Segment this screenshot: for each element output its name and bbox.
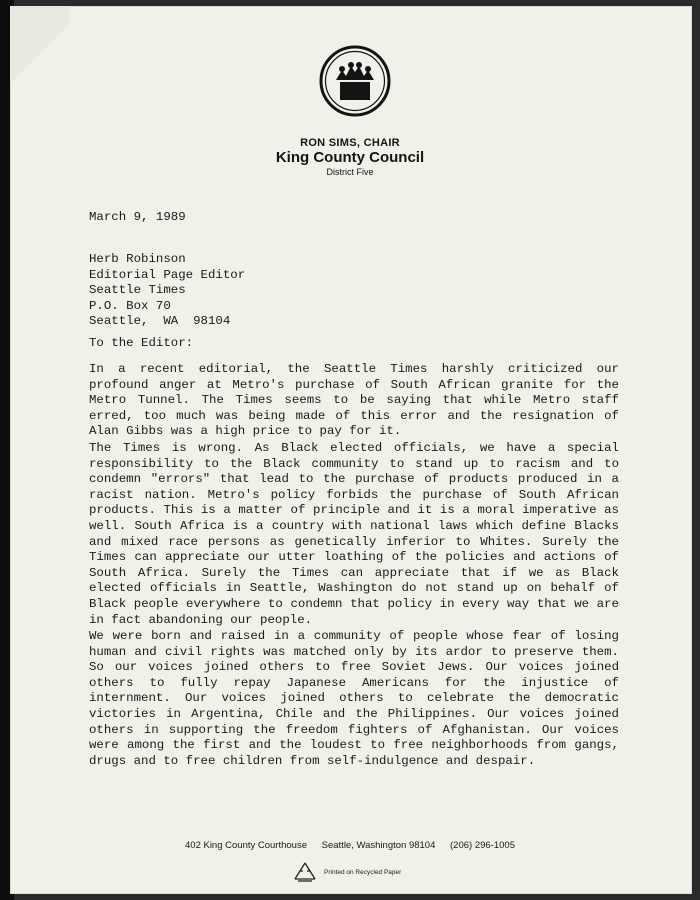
chair-name: RON SIMS, CHAIR [300,137,400,149]
council-name: King County Council [275,149,425,166]
recycled-paper-mark [292,860,412,884]
footer-phone: (206) 296-1005 [450,840,515,851]
footer-city: Seattle, Washington 98104 [321,840,436,851]
recipient-line: Herb Robinson [89,252,186,266]
recycle-icon [292,861,318,883]
recipient-line: P.O. Box 70 [89,298,171,313]
footer-address-line [0,840,700,851]
district-name: District Five [326,167,374,177]
body-paragraph: The Times is wrong. As Black elected officials, we have a special responsibility to the Black community to stand up to racism and to condemn "errors" that lead to the purchase of products produced in a racist nation. Metro's policy forbids the purchase of South African products. This is a matter of principle and it is a moral imperative as well. South Africa is a country with national laws which define Blacks and mixed race persons as genetically inferior to Whites. Surely the Times can appreciate our utter loathing of the policies and actions of South Africa. Surely the Times can appreciate that if we as Black elected officials in Seattle, Washington do not stand up on behalf of Black people everywhere to condemn that policy in every way that we are in fact abandoning our people. [89,441,619,627]
footer-address: 402 King County Courthouse [185,840,307,851]
recipient-line: Seattle, WA 98104 [89,314,231,329]
letter-date: March 9, 1989 [89,210,186,224]
crown-icon [318,44,392,118]
recipient-address [89,252,619,330]
recipient-line: Editorial Page Editor [89,267,246,282]
salutation: To the Editor: [89,336,194,350]
folded-corner [10,6,70,106]
body-paragraph: In a recent editorial, the Seattle Times harshly criticized our profound anger at Metro's purchase of South African granite for the Metro Tunnel. The Times seems to be saying that while Metro staff erred, too much was being made of this error and the resignation of Alan Gibbs was a high price to pay for it. [89,362,619,439]
body-paragraph: We were born and raised in a community of people whose fear of losing human and civil rights was matched only by its ardor to preserve them. So our voices joined others to free Soviet Jews. Our voices joined others to fully repay Japanese Americans for the injustice of internment. Our voices joined others to celebrate the democratic victories in Argentina, Chile and the Philippines. Our voices joined others in supporting the freedom fighters of Afghanistan. Our voices were among the first and the loudest to free neighborhoods from gangs, drugs and to free children from self-indulgence and despair. [89,629,619,768]
recycled-note: Printed on Recycled Paper [324,868,402,876]
recipient-line: Seattle Times [89,283,186,298]
